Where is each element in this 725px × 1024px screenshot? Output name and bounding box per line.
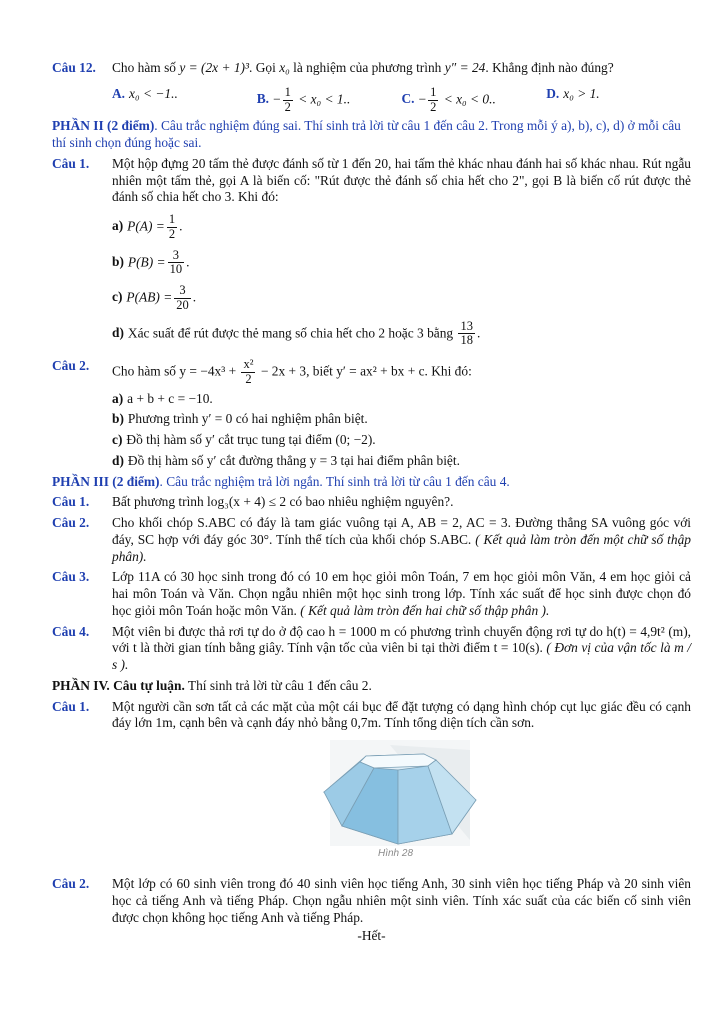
option-d[interactable]: D. x₀ > 1. — [546, 85, 600, 101]
part-2-header: PHẦN II (2 điểm). Câu trắc nghiệm đúng sai. Thí sinh trả lời từ câu 1 đến câu 2. Trong mỗi ý a), b), c), d) ở mỗi câu thí sinh chọn đúng hoặc sai. — [52, 118, 681, 150]
fraction: $\frac{3}{20}$ — [176, 283, 189, 312]
frustum-figure — [320, 740, 480, 872]
fraction: $\frac{1}{2}$ — [168, 212, 176, 241]
question-label: Câu 2. — [52, 358, 90, 373]
fraction: $\frac{13}{18}$ — [460, 318, 473, 348]
option-b[interactable]: B. − $\frac{1}{2}$ < x₀ < 1.. — [256, 84, 351, 114]
question-label: Câu 1. — [52, 155, 90, 171]
part2-question-2: Câu 2. Cho hàm số y = −4x³ + $\frac{\text{x²}}{2}$ − 2x + 3, biết y′ = ax² + bx + c. Khi đó: — [52, 357, 472, 386]
option-c[interactable]: C. − $\frac{1}{2}$ < x₀ < 0.. — [401, 84, 496, 114]
statement-a: a) a + b + c = −10. — [112, 390, 213, 406]
fraction: $\frac{1}{2}$ — [430, 84, 437, 114]
part4-question-2: Câu 2. Một lớp có 60 sinh viên trong đó 40 sinh viên học tiếng Anh, 30 sinh viên học tiếng Pháp và 20 sinh viên học cả tiếng Anh và tiếng Pháp. Chọn ngẫu nhiên một sinh viên. Tính xác suất của các biến cố sinh viên được chọn không học tiếng Anh và tiếng Pháp. — [52, 876, 691, 925]
part3-question-4: Câu 4. Một viên bi được thả rơi tự do ở độ cao h = 1000 m có phương trình chuyển động rơi tự do h(t) = 4,9t² (m), với t là thời gian tính bằng giây. Tính vận tốc của viên bi tại thời điểm t = 10(s). ( Đơn vị của vận tốc là m / s ). — [52, 623, 691, 672]
part2-question-1: Câu 1. Một hộp đựng 20 tấm thẻ được đánh số từ 1 đến 20, hai tấm thẻ khác nhau đánh hai số khác nhau. Rút ngẫu nhiên một tấm thẻ, gọi A là biến cố: "Rút được thẻ đánh số chia hết cho 2", gọi B là biến cố rút được thẻ đánh số chia hết cho 3. Khi đó: — [52, 155, 691, 205]
fraction: $\frac{1}{2}$ — [284, 84, 291, 114]
question-12: Câu 12. Cho hàm số y = (2x + 1)³. Gọi x₀ là nghiệm của phương trình y″ = 24. Khẳng định nào đúng? — [52, 60, 614, 75]
figure-caption: Hình 28 — [378, 848, 414, 859]
question-label: Câu 12. — [52, 60, 96, 75]
part-3-header: PHẦN III (2 điểm). Câu trắc nghiệm trả lời ngắn. Thí sinh trả lời từ câu 1 đến câu 4. — [52, 473, 510, 489]
option-a[interactable]: A. x₀ < −1.. — [112, 85, 178, 101]
answer-options — [112, 86, 691, 115]
part3-question-1: Câu 1. Bất phương trình log₃(x + 4) ≤ 2 có bao nhiêu nghiệm nguyên?. — [52, 494, 454, 510]
fraction: $\frac{3}{10}$ — [169, 247, 183, 277]
part4-question-1: Câu 1. Một người cần sơn tất cả các mặt của một cái bục để đặt tượng có dạng hình chóp cụt lục giác đều có cạnh đáy lớn 1m, cạnh bên và cạnh đáy nhỏ bằng 0,7m. Tính tổng diện tích cần sơn. — [52, 698, 691, 731]
statement-c: c) P(AB) = $\frac{3}{20}$ . — [112, 283, 197, 312]
statement-c: c) Đồ thị hàm số y′ cắt trục tung tại điểm (0; −2). — [112, 432, 376, 447]
statement-d: d) Xác suất để rút được thẻ mang số chia hết cho 2 hoặc 3 bằng $\frac{13}{18}$ . — [112, 318, 481, 348]
part-4-header: PHẦN IV. Câu tự luận. Thí sinh trả lời từ câu 1 đến câu 2. — [52, 677, 372, 693]
fraction: $\frac{\text{x²}}{2}$ — [243, 357, 254, 386]
part3-question-2: Câu 2. Cho khối chóp S.ABC có đáy là tam giác vuông tại A, AB = 2, AC = 3. Đường thẳng SA vuông góc với đáy, SC hợp với đáy góc 30°. Tính thể tích của khối chóp S.ABC. ( Kết quả làm tròn đến một chữ số thập phân). — [52, 515, 691, 564]
end-marker: -Hết- — [357, 928, 386, 944]
statement-b: b) P(B) = $\frac{3}{10}$ . — [112, 247, 190, 277]
statement-a: a) P(A) = $\frac{1}{2}$ . — [112, 212, 183, 241]
part3-question-3: Câu 3. Lớp 11A có 30 học sinh trong đó có 10 em học giỏi môn Toán, 7 em học giỏi môn Văn, 4 em học giỏi cả hai môn Toán và Văn. Chọn ngẫu nhiên một học sinh trong lớp. Tính xác suất để học sinh được chọn đó học giỏi môn Toán hoặc môn Văn. ( Kết quả làm tròn đến hai chữ số thập phân ). — [52, 569, 691, 618]
statement-b: b) Phương trình y′ = 0 có hai nghiệm phân biệt. — [112, 411, 368, 427]
statement-d: d) Đồ thị hàm số y′ cắt đường thẳng y = 3 tại hai điểm phân biệt. — [112, 452, 460, 468]
hexagonal-frustum-illustration — [320, 740, 480, 860]
